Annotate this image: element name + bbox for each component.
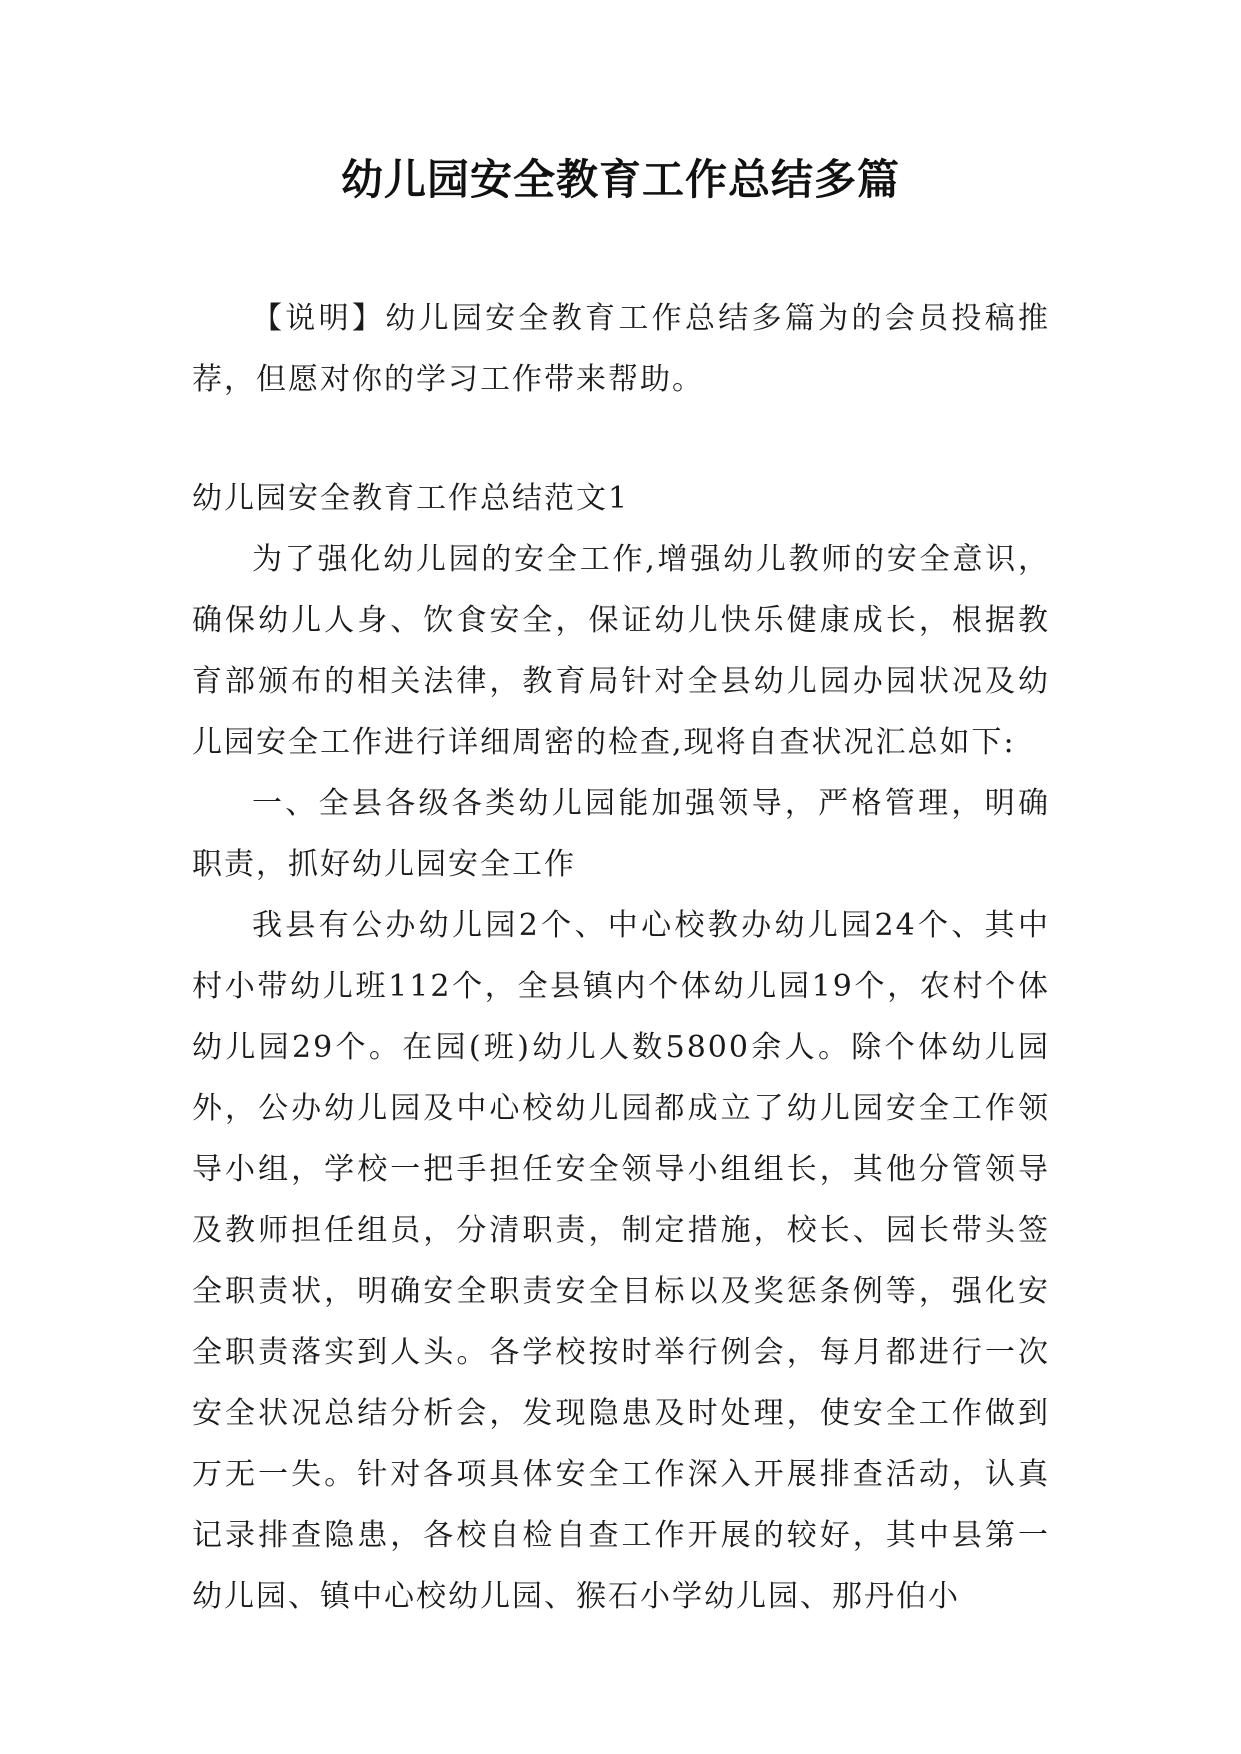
body-paragraph: 一、全县各级各类幼儿园能加强领导，严格管理，明确职责，抓好幼儿园安全工作 (192, 786, 1050, 882)
body-paragraph: 为了强化幼儿园的安全工作,增强幼儿教师的安全意识，确保幼儿人身、饮食安全，保证幼儿快乐健康成长，根据教育部颁布的相关法律，教育局针对全县幼儿园办园状况及幼儿园安全工作进行详细周密的检查,现将自查状况汇总如下: (192, 542, 1050, 760)
paragraph-gap (192, 410, 1050, 468)
document-body (192, 288, 1050, 1627)
section-heading: 幼儿园安全教育工作总结范文1 (192, 481, 630, 516)
body-paragraph: 我县有公办幼儿园2个、中心校教办幼儿园24个、其中村小带幼儿班112个，全县镇内个体幼儿园19个，农村个体幼儿园29个。在园(班)幼儿人数5800余人。除个体幼儿园外，公办幼儿园及中心校幼儿园都成立了幼儿园安全工作领导小组，学校一把手担任安全领导小组组长，其他分管领导及教师担任组员，分清职责，制定措施，校长、园长带头签全职责状，明确安全职责安全目标以及奖惩条例等，强化安全职责落实到人头。各学校按时举行例会，每月都进行一次安全状况总结分析会，发现隐患及时处理，使安全工作做到万无一失。针对各项具体安全工作深入开展排查活动，认真记录排查隐患，各校自检自查工作开展的较好，其中县第一幼儿园、镇中心校幼儿园、猴石小学幼儿园、那丹伯小 (192, 908, 1050, 1614)
document-title: 幼儿园安全教育工作总结多篇 (340, 155, 900, 204)
note-paragraph: 【说明】幼儿园安全教育工作总结多篇为的会员投稿推荐，但愿对你的学习工作带来帮助。 (192, 301, 1050, 397)
